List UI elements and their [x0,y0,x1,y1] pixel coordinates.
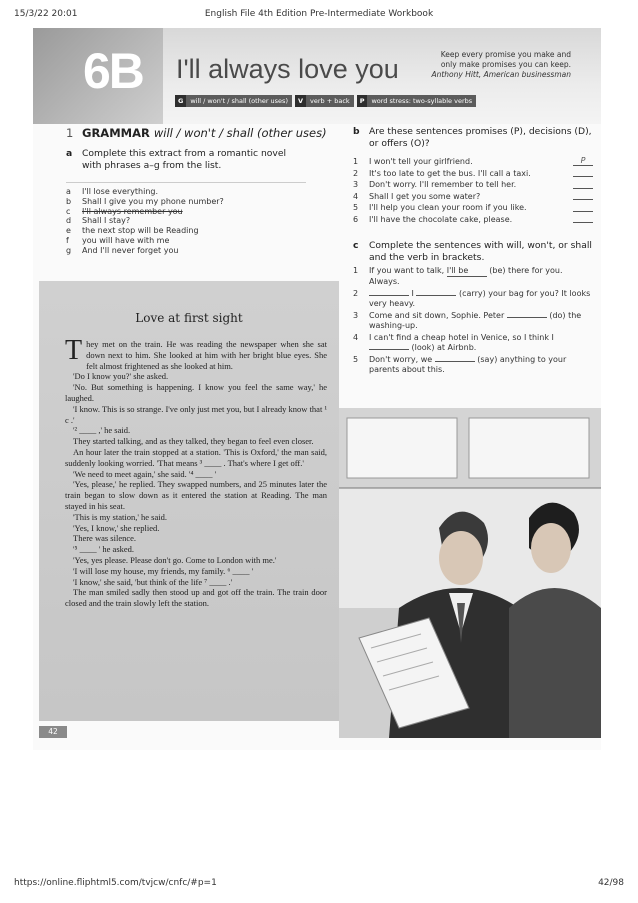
list-item: 1 I won't tell your girlfriend. P [353,156,593,168]
list-item: 5 Don't worry, we (say) anything to your parents about this. [353,355,567,374]
list-item: 6 I'll have the chocolate cake, please. [353,214,593,226]
story-paragraph: The man smiled sadly then stood up and got off the train. The train door closed and the train slowly left the station. [65,587,327,609]
story-paragraph: 'Do I know you?' she asked. [73,371,169,382]
exercise-b-list [353,156,593,225]
list-item: 3 Come and sit down, Sophie. Peter (do) the washing-up. [353,311,582,330]
answer-blank[interactable] [369,349,409,350]
list-item: 3 Don't worry. I'll remember to tell her. [353,179,593,191]
story-paragraph: They started talking, and as they talked, they began to feel even closer. [73,436,314,447]
story-title: Love at first sight [135,311,243,325]
exercise-c-instruction: c Complete the sentences with will, won't, or shall and the verb in brackets. [353,240,592,263]
tag-vocabulary: V verb + back [295,95,354,107]
answer-blank[interactable] [435,361,475,362]
answer-blank[interactable] [507,317,547,318]
list-item: 4 Shall I get you some water? [353,191,593,203]
answer-blank[interactable]: P [573,157,593,166]
unit-title: I'll always love you [176,54,399,84]
print-footer [14,878,624,892]
unit-code: 6B [83,43,143,99]
grammar-heading: 1 GRAMMAR will / won't / shall (other uses) [66,126,327,140]
print-datetime: 15/3/22 20:01 [14,9,78,19]
print-header [14,9,624,23]
lesson-tags [175,95,476,107]
phrase-list [66,182,306,256]
story-paragraph: 'Yes, I know,' she replied. [73,522,160,533]
answer-blank[interactable] [573,188,593,189]
story-paragraph: They met on the train. He was reading the newspaper when she sat down next to him. She looked at him with her bright blue eyes. She felt almost frightened as she looked at him. [65,335,327,371]
story-paragraph: 'No. But something is happening. I know you feel the same way,' he laughed. [65,382,327,403]
list-item: f you will have with me [66,235,170,245]
answer-blank[interactable] [369,295,409,296]
answer-blank[interactable] [573,211,593,212]
list-item: e the next stop will be Reading [66,226,199,236]
story-paragraph: There was silence. [73,533,137,544]
list-item: 2 It's too late to get the bus. I'll call a taxi. [353,168,593,180]
list-item: a I'll lose everything. [66,187,159,196]
unit-banner [33,28,601,124]
answer-blank[interactable] [573,199,593,200]
list-item: d Shall I stay? [66,216,131,226]
story-paragraph: 'We need to meet again,' she said. '⁴ ____ ' [73,468,217,479]
print-url: https://online.fliphtml5.com/tvjcw/cnfc/#p=1 [14,878,217,888]
answer-blank[interactable] [573,176,593,177]
story-body [65,335,327,609]
workbook-page [33,28,601,750]
story-paragraph: An hour later the train stopped at a station. 'This is Oxford,' the man said, suddenly looking worried. 'That means ³ ____ . That's where I get off.' [65,446,327,468]
story-paragraph: 'This is my station,' he said. [73,511,167,522]
list-item: 1 If you want to talk, I'll be (be) there for you. Always. [353,266,563,286]
answer-blank[interactable] [573,222,593,223]
story-paragraph: 'Yes, yes please. Please don't go. Come to London with me.' [73,554,277,565]
story-paragraph: 'Yes, please,' he replied. They swapped numbers, and 25 minutes later the train began to slow down as it entered the station at Reading. The man stayed in his seat. [65,479,327,511]
story-paragraph: '⁵ ____ ' he asked. [73,544,135,555]
print-page-count: 42/98 [598,878,624,888]
quote-line-2: only make promises you can keep. [440,60,571,69]
banner-quote [401,50,571,80]
page-number: 42 [39,726,67,738]
list-item: 4 I can't find a cheap hotel in Venice, so I think I (look) at Airbnb. [353,333,554,352]
quote-line-1: Keep every promise you make and [440,50,571,59]
list-item: g And I'll never forget you [66,245,179,255]
list-item: 2 I (carry) your bag for you? It looks very heavy. [353,289,591,308]
answer-blank[interactable] [416,295,456,296]
story-paragraph: 'I know,' she said, 'but think of the life ⁷ ____ .' [73,576,233,587]
story-paragraph: '² ____ ,' he said. [73,425,131,436]
story-paragraph: 'I know. This is so strange. I've only just met you, but I already know that ¹ c .' [65,403,327,425]
tag-grammar: G will / won't / shall (other uses) [175,95,292,107]
list-item-crossed: c I'll always remember you [66,206,183,216]
tag-pronunciation: P word stress: two-syllable verbs [357,95,476,107]
story-paragraph: 'I will lose my house, my friends, my family. ⁶ ____ ' [73,565,254,576]
dropcap: T [65,335,83,366]
quote-author: Anthony Hitt, American businessman [431,70,571,79]
story-panel [39,281,339,721]
list-item: 5 I'll help you clean your room if you like. [353,202,593,214]
print-title: English File 4th Edition Pre-Intermediate Workbook [204,9,434,19]
exercise-c-list [353,266,593,377]
train-couple-illustration [339,408,601,738]
answer-blank[interactable]: I'll be [447,266,487,277]
list-item: b Shall I give you my phone number? [66,196,224,206]
exercise-a-instruction: a Complete this extract from a romantic novel with phrases a–g from the list. [66,148,287,171]
exercise-b-instruction: b Are these sentences promises (P), decisions (D), or offers (O)? [353,126,592,149]
